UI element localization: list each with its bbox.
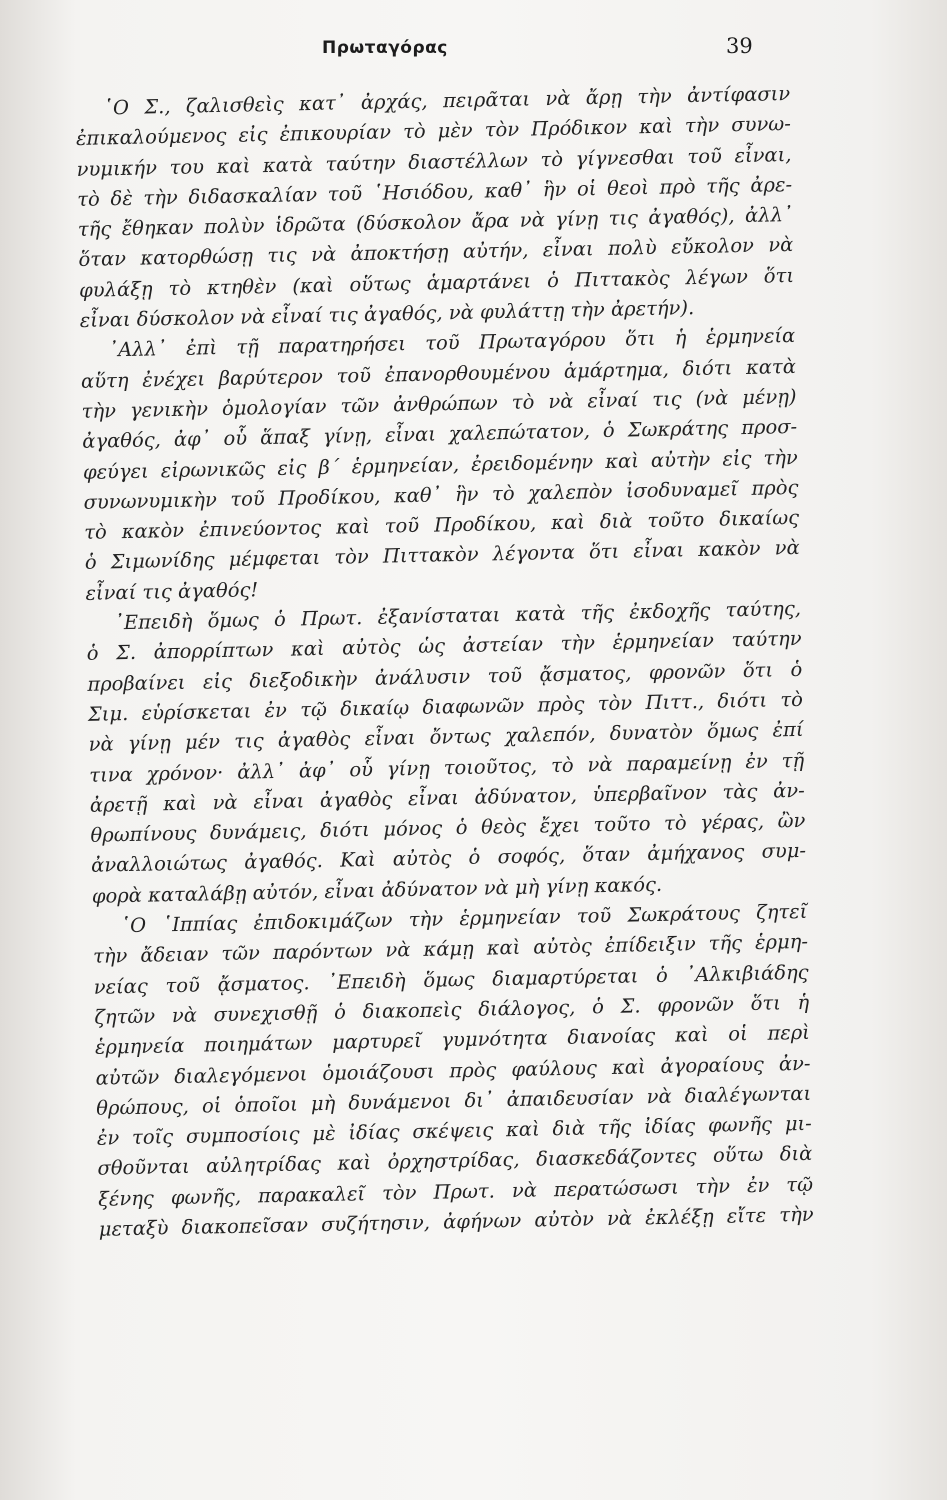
text-line: θρώπους, οἱ ὁποῖοι μὴ δυνάμενοι δι᾽ ἀπαιδευσίαν νὰ διαλέγωνται bbox=[96, 1081, 812, 1120]
text-line: ὁ Σ. ἀπορρίπτων καὶ αὐτὸς ὡς ἀστείαν τὴν ἑρμηνείαν ταύτην bbox=[86, 627, 802, 666]
text-line: αὐτῶν διαλεγόμενοι ὁμοιάζουσι πρὸς φαύλους καὶ ἀγοραίους ἀν- bbox=[95, 1051, 811, 1090]
text-line: τὸ κακὸν ἐπινεύοντος καὶ τοῦ Προδίκου, καὶ διὰ τοῦτο δικαίως bbox=[83, 506, 800, 545]
text-line: ἐν τοῖς συμποσίοις μὲ ἰδίας σκέψεις καὶ διὰ τῆς ἰδίας φωνῆς μι- bbox=[96, 1111, 812, 1150]
text-line: ζητῶν νὰ συνεχισθῇ ὁ διακοπεὶς διάλογος, ὁ Σ. φρονῶν ὅτι ἡ bbox=[94, 990, 810, 1029]
running-head-title: Πρωταγόρας bbox=[322, 38, 448, 58]
text-line: νὰ γίνῃ μέν τις ἀγαθὸς εἶναι ὄντως χαλεπόν, δυνατὸν ὅμως ἐπί bbox=[88, 718, 804, 757]
text-line: τὴν ἄδειαν τῶν παρόντων νὰ κάμῃ καὶ αὐτὸς ἐπίδειξιν τῆς ἑρμη- bbox=[92, 930, 809, 969]
text-line: μεταξὺ διακοπεῖσαν συζήτησιν, ἀφήνων αὐτὸν νὰ ἐκλέξῃ εἴτε τὴν bbox=[98, 1202, 814, 1241]
text-line: εἶναι δύσκολον νὰ εἶναί τις ἀγαθός, νὰ φυλάττῃ τὴν ἀρετήν). bbox=[79, 296, 695, 333]
text-line: ἀναλλοιώτως ἀγαθός. Καὶ αὐτὸς ὁ σοφός, ὅταν ἀμήχανος συμ- bbox=[90, 839, 807, 878]
text-line: ξένης φωνῆς, παρακαλεῖ τὸν Πρωτ. νὰ περατώσωσι τὴν ἐν τῷ bbox=[97, 1172, 814, 1211]
page-number: 39 bbox=[726, 34, 753, 58]
text-line: φυλάξῃ τὸ κτηθὲν (καὶ οὕτως ἁμαρτάνει ὁ Πιττακὸς λέγων ὅτι bbox=[78, 263, 795, 302]
text-line: ἑρμηνεία ποιημάτων μαρτυρεῖ γυμνότητα διανοίας καὶ οἱ περὶ bbox=[94, 1021, 811, 1059]
text-line: ἀγαθός, ἀφ᾽ οὗ ἅπαξ γίνῃ, εἶναι χαλεπώτατον, ὁ Σωκράτης προσ- bbox=[82, 415, 798, 454]
text-line: εἶναί τις ἀγαθός! bbox=[85, 578, 259, 605]
text-line: προβαίνει εἰς διεξοδικὴν ἀνάλυσιν τοῦ ᾄσματος, φρονῶν ὅτι ὁ bbox=[87, 657, 803, 696]
text-line: συνωνυμικὴν τοῦ Προδίκου, καθ᾽ ἣν τὸ χαλεπὸν ἰσοδυναμεῖ πρὸς bbox=[83, 475, 799, 514]
text-line: ῾Ο ῾Ιππίας ἐπιδοκιμάζων τὴν ἑρμηνείαν τοῦ Σωκράτους ζητεῖ bbox=[120, 899, 808, 938]
text-line: σθοῦνται αὐλητρίδας καὶ ὀρχηστρίδας, διασκεδάζοντες οὕτω διὰ bbox=[97, 1142, 813, 1181]
text-line: νυμικήν του καὶ κατὰ ταύτην διαστέλλων τὸ γίγνεσθαι τοῦ εἶναι, bbox=[76, 142, 792, 181]
text-line: Σιμ. εὑρίσκεται ἐν τῷ δικαίῳ διαφωνῶν πρὸς τὸν Πιττ., διότι τὸ bbox=[87, 687, 804, 726]
text-line: ἀρετῇ καὶ νὰ εἶναι ἀγαθὸς εἶναι ἀδύνατον, ὑπερβαῖνον τὰς ἀν- bbox=[89, 778, 805, 817]
body-text bbox=[75, 79, 814, 1245]
text-line: ῾Ο Σ., ζαλισθεὶς κατ᾽ ἀρχάς, πειρᾶται νὰ ἄρῃ τὴν ἀντίφασιν bbox=[103, 82, 791, 120]
text-line: τὸ δὲ τὴν διδασκαλίαν τοῦ ῾Ησιόδου, καθ᾽ ἣν οἱ θεοὶ πρὸ τῆς ἀρε- bbox=[76, 172, 793, 211]
text-line: θρωπίνους δυνάμεις, διότι μόνος ὁ θεὸς ἔχει τοῦτο τὸ γέρας, ὢν bbox=[90, 808, 806, 847]
text-line: αὕτη ἐνέχει βαρύτερον τοῦ ἐπανορθουμένου ἁμάρτημα, διότι κατὰ bbox=[80, 354, 797, 393]
text-line: φεύγει εἰρωνικῶς εἰς β´ ἑρμηνείαν, ἐρειδομένην καὶ αὐτὴν εἰς τὴν bbox=[82, 445, 799, 484]
text-line: ᾽Αλλ᾽ ἐπὶ τῇ παρατηρήσει τοῦ Πρωταγόρου ὅτι ἡ ἑρμηνεία bbox=[108, 324, 796, 362]
text-line: ἐπικαλούμενος εἰς ἐπικουρίαν τὸ μὲν τὸν Πρόδικον καὶ τὴν συνω- bbox=[75, 112, 792, 151]
text-line: ὁ Σιμωνίδης μέμφεται τὸν Πιττακὸν λέγοντα ὅτι εἶναι κακὸν νὰ bbox=[84, 536, 800, 575]
text-line: νείας τοῦ ᾄσματος. ᾽Επειδὴ ὅμως διαμαρτύρεται ὁ ᾽Αλκιβιάδης bbox=[93, 960, 809, 999]
text-line: ὅταν κατορθώσῃ τις νὰ ἀποκτήσῃ αὐτήν, εἶναι πολὺ εὔκολον νὰ bbox=[78, 233, 794, 272]
text-line: ᾽Επειδὴ ὅμως ὁ Πρωτ. ἐξανίσταται κατὰ τῆς ἐκδοχῆς ταύτης, bbox=[113, 596, 802, 635]
text-line: τὴν γενικὴν ὁμολογίαν τῶν ἀνθρώπων τὸ νὰ εἶναί τις (νὰ μένῃ) bbox=[81, 384, 797, 423]
text-line: φορὰ καταλάβῃ αὐτόν, εἶναι ἀδύνατον νὰ μὴ γίνῃ κακός. bbox=[91, 872, 663, 908]
text-line: τινα χρόνον· ἀλλ᾽ ἀφ᾽ οὗ γίνῃ τοιοῦτος, τὸ νὰ παραμείνῃ ἐν τῇ bbox=[89, 748, 805, 787]
text-line: τῆς ἔθηκαν πολὺν ἱδρῶτα (δύσκολον ἄρα νὰ γίνῃ τις ἀγαθός), ἀλλ᾽ bbox=[77, 203, 793, 242]
